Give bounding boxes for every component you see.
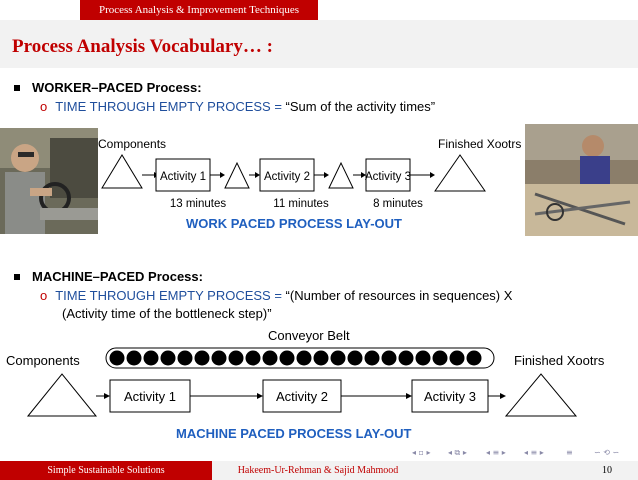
activity-1-label: Activity 1: [159, 171, 207, 183]
footer-center: Hakeem-Ur-Rehman & Sajid Mahmood: [212, 461, 424, 480]
belt-item: [212, 351, 227, 366]
page-number: 10: [602, 465, 612, 476]
belt-item: [399, 351, 414, 366]
worker-photo-left: [0, 128, 98, 234]
belt-item: [246, 351, 261, 366]
activity-2-time: 11 minutes: [273, 198, 329, 210]
machine-end-triangle: [506, 374, 576, 416]
nav-search-icon[interactable]: ∽ ⟲ ∽: [594, 448, 620, 457]
machine-start-label: Components: [6, 353, 80, 368]
belt-item: [297, 351, 312, 366]
belt-item: [178, 351, 193, 366]
definition-label: TIME THROUGH EMPTY PROCESS =: [55, 288, 286, 303]
nav-subsection-icon[interactable]: ◂ ⧉ ▸: [448, 448, 467, 457]
belt-item: [365, 351, 380, 366]
section-header: Process Analysis & Improvement Techniques: [80, 0, 318, 20]
footer: [0, 461, 638, 480]
buffer-triangle-1: [225, 163, 249, 188]
circle-bullet-icon: o: [40, 99, 48, 114]
machine-activity-1-label: Activity 1: [123, 389, 177, 404]
belt-item: [433, 351, 448, 366]
worker-paced-heading: WORKER–PACED Process:: [14, 80, 202, 95]
definition-value: “Sum of the activity times”: [285, 99, 436, 114]
activity-3-label: Activity 3: [364, 171, 412, 183]
machine-paced-definition: [40, 287, 512, 323]
machine-end-label: Finished Xootrs: [514, 353, 605, 368]
footer-right: [424, 461, 638, 480]
definition-value-line2: (Activity time of the bottleneck step)”: [62, 306, 272, 321]
title-bar: [0, 20, 638, 68]
belt-item: [331, 351, 346, 366]
belt-item: [416, 351, 431, 366]
activity-2-label: Activity 2: [263, 171, 311, 183]
start-inventory-triangle: [102, 155, 142, 188]
activity-3-time: 8 minutes: [373, 198, 423, 210]
belt-item: [382, 351, 397, 366]
diagram-start-label: Components: [98, 137, 167, 151]
end-inventory-triangle: [435, 155, 485, 191]
machine-start-triangle: [28, 374, 96, 416]
activity-1-time: 13 minutes: [169, 198, 227, 210]
belt-item: [127, 351, 142, 366]
square-bullet-icon: [14, 85, 20, 91]
worker-photo-right: [525, 124, 638, 236]
machine-paced-heading: MACHINE–PACED Process:: [14, 269, 203, 284]
nav-align-icon[interactable]: ≡: [566, 448, 573, 457]
belt-item: [450, 351, 465, 366]
footer-left: Simple Sustainable Solutions: [0, 461, 212, 480]
nav-section-icon[interactable]: ◂ ≡ ▸: [486, 448, 506, 457]
definition-value-line1: “(Number of resources in sequences) X: [285, 288, 513, 303]
circle-bullet-icon: o: [40, 288, 48, 303]
belt-item: [229, 351, 244, 366]
definition-label: TIME THROUGH EMPTY PROCESS =: [55, 99, 286, 114]
work-paced-caption: WORK PACED PROCESS LAY-OUT: [186, 216, 402, 231]
belt-item: [195, 351, 210, 366]
belt-item: [314, 351, 329, 366]
buffer-triangle-2: [329, 163, 353, 188]
worker-process-diagram: [98, 133, 526, 213]
belt-item: [280, 351, 295, 366]
nav-frame-back-icon[interactable]: ◂ ▫ ▸: [412, 448, 431, 457]
belt-item: [110, 351, 125, 366]
top-bar: [0, 0, 638, 20]
machine-paced-caption: MACHINE PACED PROCESS LAY-OUT: [176, 426, 412, 441]
machine-activity-2-label: Activity 2: [275, 389, 329, 404]
square-bullet-icon: [14, 274, 20, 280]
conveyor-belt-label: Conveyor Belt: [268, 328, 350, 343]
belt-item: [348, 351, 363, 366]
machine-activity-3-label: Activity 3: [423, 389, 477, 404]
nav-document-icon[interactable]: ◂ ≡ ▸: [524, 448, 544, 457]
worker-paced-definition: [40, 98, 435, 116]
slide-title: Process Analysis Vocabulary… :: [12, 36, 273, 57]
belt-item: [263, 351, 278, 366]
belt-item: [161, 351, 176, 366]
diagram-end-label: Finished Xootrs: [438, 137, 522, 151]
belt-item: [467, 351, 482, 366]
machine-process-diagram: [0, 326, 638, 422]
belt-item: [144, 351, 159, 366]
